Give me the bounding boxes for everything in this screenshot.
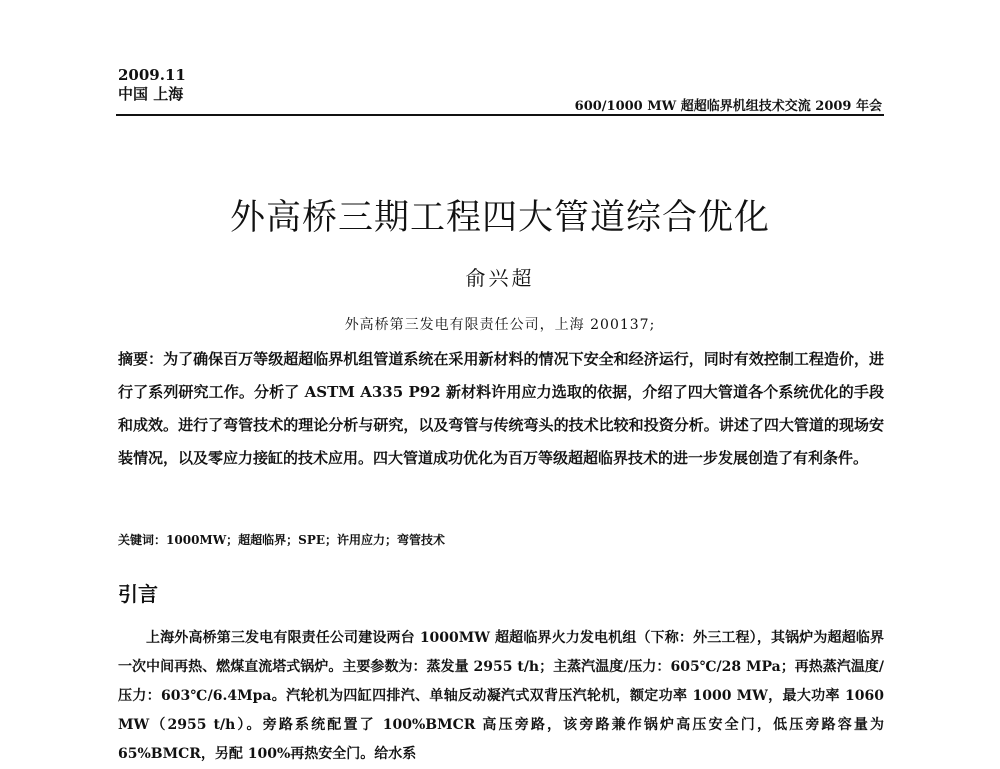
keywords-label: 关键词： (118, 533, 167, 547)
header-rule (116, 114, 884, 116)
abstract-text: 为了确保百万等级超超临界机组管道系统在采用新材料的情况下安全和经济运行，同时有效控制工程造价，进行了系列研究工作。分析了 ASTM A335 P92 新材料许用应力选取的依据，介绍了四大管道各个系统优化的手段和成效。进行了弯管技术的理论分析与研究，以及弯管与传统弯头的技术比较和投资分析。讲述了四大管道的现场安装情况，以及零应力接缸的技术应用。四大管道成功优化为百万等级超超临界技术的进一步发展创造了有利条件。 (118, 350, 884, 467)
running-header-left (118, 66, 186, 104)
abstract-block (118, 343, 884, 475)
paper-author: 俞兴超 (465, 266, 535, 290)
header-location: 中国 上海 (118, 85, 184, 103)
intro-paragraph: 上海外高桥第三发电有限责任公司建设两台 1000MW 超超临界火力发电机组（下称：外三工程），其锅炉为超超临界一次中间再热、燃煤直流塔式锅炉。主要参数为：蒸发量 2955 t/h；主蒸汽温度/压力：605℃/28 MPa；再热蒸汽温度/压力：603℃/6.4Mpa。汽轮机为四缸四排汽、单轴反动凝汽式双背压汽轮机，额定功率 1000 MW，最大功率 1060 MW（2955 t/h）。旁路系统配置了 100%BMCR 高压旁路，该旁路兼作锅炉高压安全门，低压旁路容量为 65%BMCR，另配 100%再热安全门。给水系 (118, 630, 884, 762)
paper-title: 外高桥三期工程四大管道综合优化 (229, 198, 770, 238)
paper-affiliation: 外高桥第三发电有限责任公司，上海 200137; (344, 317, 656, 333)
keywords-text: 1000MW；超超临界；SPE；许用应力；弯管技术 (166, 533, 446, 547)
header-conference: 600/1000 MW 超超临界机组技术交流 2009 年会 (574, 99, 882, 114)
keywords-block (118, 531, 445, 548)
section-heading-intro: 引言 (118, 582, 158, 606)
abstract-label: 摘要： (118, 350, 164, 368)
header-date: 2009.11 (118, 66, 186, 84)
